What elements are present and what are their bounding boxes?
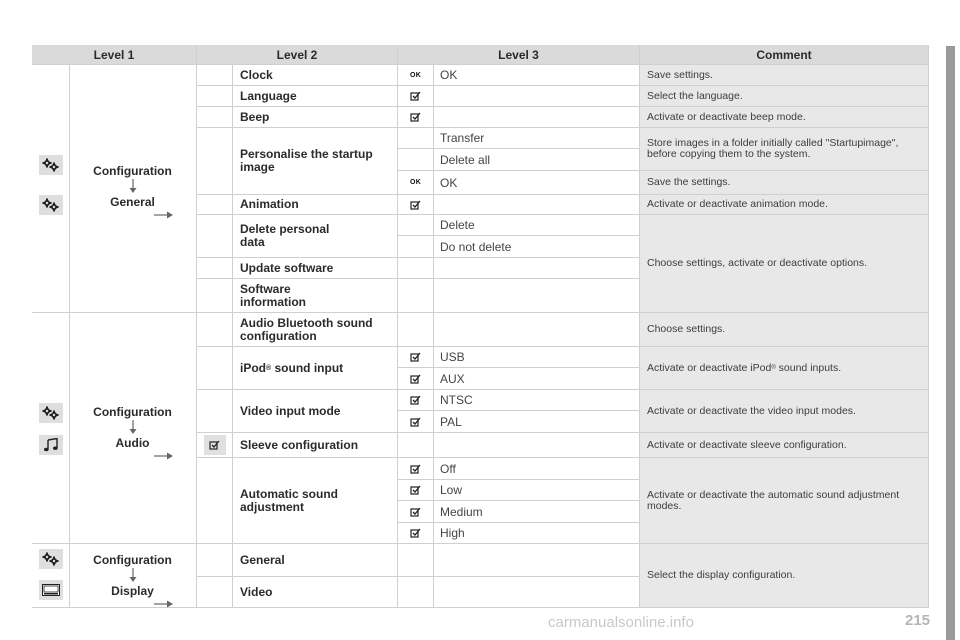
blank-cell: [434, 195, 640, 215]
blank-cell: [398, 215, 434, 236]
level2-sleeve-configuration[interactable]: Sleeve configuration: [233, 433, 398, 458]
header-level2: Level 2: [197, 45, 398, 65]
watermark: carmanualsonline.info: [548, 614, 694, 631]
level3-transfer[interactable]: Transfer: [434, 128, 640, 149]
checkbox-icon: [410, 112, 421, 122]
ipod-comment-post: sound inputs.: [775, 361, 842, 374]
blank-cell: [197, 128, 233, 195]
level1-audio-subtitle: Audio: [115, 436, 150, 450]
checkbox-icon: [410, 352, 421, 362]
header-comment: Comment: [640, 45, 929, 65]
blank-cell: [434, 313, 640, 347]
arrow-right-icon: [153, 451, 175, 461]
checkbox-icon: [410, 374, 421, 384]
level3-clock-ok[interactable]: OK: [434, 65, 640, 86]
blank-cell: [197, 258, 233, 279]
level1-display-subtitle: Display: [111, 584, 154, 598]
level2-display-video[interactable]: Video: [233, 577, 398, 608]
checkbox-icon: [410, 528, 421, 538]
comment-bluetooth: Choose settings.: [640, 313, 929, 347]
comment-language: Select the language.: [640, 86, 929, 107]
level2-beep[interactable]: Beep: [233, 107, 398, 128]
comment-display: Select the display configuration.: [640, 544, 929, 608]
blank-cell: [398, 236, 434, 258]
arrow-down-icon: [128, 179, 138, 195]
checkbox-cell: [398, 458, 434, 480]
level1-display-title: Configuration: [93, 553, 172, 567]
level3-usb[interactable]: USB: [434, 347, 640, 368]
blank-cell: [398, 544, 434, 577]
checkbox-icon: [209, 440, 220, 450]
ok-cell: [398, 171, 434, 195]
checkbox-cell: [398, 523, 434, 544]
gear-icon: [39, 403, 63, 423]
checkbox-cell: [398, 86, 434, 107]
blank-cell: [197, 195, 233, 215]
level1-icon-cell-audio: [32, 313, 70, 544]
ipod-label-post: sound input: [271, 360, 344, 375]
ipod-label-pre: iPod: [240, 360, 266, 375]
comment-ipod: [640, 347, 929, 390]
checkbox-icon: [410, 200, 421, 210]
blank-cell: [434, 433, 640, 458]
checkbox-cell: [398, 195, 434, 215]
level3-delete[interactable]: Delete: [434, 215, 640, 236]
gear-icon: [39, 155, 63, 175]
level2-automatic-sound[interactable]: Automatic sound adjustment: [233, 458, 398, 544]
ok-cell: [398, 65, 434, 86]
comment-startup-ok: Save the settings.: [640, 171, 929, 195]
display-icon: [39, 580, 63, 600]
checkbox-cell: [398, 501, 434, 523]
checkbox-cell: [398, 390, 434, 411]
blank-cell: [197, 86, 233, 107]
blank-cell: [398, 313, 434, 347]
level2-animation[interactable]: Animation: [233, 195, 398, 215]
blank-cell: [197, 577, 233, 608]
level3-medium[interactable]: Medium: [434, 501, 640, 523]
level1-general-title: Configuration: [93, 164, 172, 178]
comment-beep: Activate or deactivate beep mode.: [640, 107, 929, 128]
checkbox-icon: [410, 485, 421, 495]
comment-startup: Store images in a folder initially called "Startupimage", before copying them to the system.: [640, 128, 929, 171]
sleeve-icon-bg: [204, 435, 226, 455]
header-level1: Level 1: [32, 45, 197, 65]
blank-cell: [434, 577, 640, 608]
level2-language[interactable]: Language: [233, 86, 398, 107]
arrow-right-icon: [153, 599, 175, 609]
level2-ipod-sound-input[interactable]: [233, 347, 398, 390]
level3-pal[interactable]: PAL: [434, 411, 640, 433]
blank-cell: [398, 128, 434, 149]
arrow-down-icon: [128, 568, 138, 584]
level2-software-information[interactable]: Software information: [233, 279, 398, 313]
level2-startup-image[interactable]: Personalise the startup image: [233, 128, 398, 195]
comment-group-general: Choose settings, activate or deactivate options.: [640, 215, 929, 313]
blank-cell: [398, 433, 434, 458]
level1-audio-group[interactable]: [70, 405, 195, 461]
checkbox-cell: [398, 480, 434, 501]
level2-delete-personal-data[interactable]: Delete personal data: [233, 215, 398, 258]
blank-cell: [197, 313, 233, 347]
level2-bluetooth-sound[interactable]: Audio Bluetooth sound configuration: [233, 313, 398, 347]
blank-cell: [434, 107, 640, 128]
blank-cell: [197, 279, 233, 313]
blank-cell: [197, 65, 233, 86]
checkbox-icon: [410, 464, 421, 474]
ok-icon: OK: [410, 179, 421, 186]
level3-high[interactable]: High: [434, 523, 640, 544]
level3-startup-ok[interactable]: OK: [434, 171, 640, 195]
level1-general-subtitle: General: [110, 195, 155, 209]
checkbox-cell: [197, 433, 233, 458]
level3-aux[interactable]: AUX: [434, 368, 640, 390]
level1-general-group[interactable]: [70, 164, 195, 220]
comment-clock: Save settings.: [640, 65, 929, 86]
settings-table: [32, 45, 929, 608]
blank-cell: [398, 149, 434, 171]
level2-update-software[interactable]: Update software: [233, 258, 398, 279]
checkbox-icon: [410, 507, 421, 517]
blank-cell: [197, 390, 233, 433]
ok-icon: OK: [410, 71, 421, 79]
checkbox-icon: [410, 395, 421, 405]
level2-display-general[interactable]: General: [233, 544, 398, 577]
blank-cell: [197, 458, 233, 544]
blank-cell: [197, 544, 233, 577]
blank-cell: [434, 86, 640, 107]
blank-cell: [197, 215, 233, 258]
arrow-right-icon: [153, 210, 175, 220]
header-level3: Level 3: [398, 45, 640, 65]
level3-do-not-delete[interactable]: Do not delete: [434, 236, 640, 258]
scrollbar[interactable]: [946, 46, 955, 640]
comment-auto-sound: Activate or deactivate the automatic sound adjustment modes.: [640, 458, 929, 544]
checkbox-cell: [398, 368, 434, 390]
level1-audio-title: Configuration: [93, 405, 172, 419]
level2-video-input-mode[interactable]: Video input mode: [233, 390, 398, 433]
blank-cell: [398, 258, 434, 279]
blank-cell: [398, 279, 434, 313]
level2-clock[interactable]: Clock: [233, 65, 398, 86]
blank-cell: [434, 258, 640, 279]
blank-cell: [434, 544, 640, 577]
level3-ntsc[interactable]: NTSC: [434, 390, 640, 411]
blank-cell: [434, 279, 640, 313]
level1-icon-cell-general: [32, 65, 70, 313]
comment-sleeve: Activate or deactivate sleeve configuration.: [640, 433, 929, 458]
page-number: 215: [905, 612, 931, 629]
ipod-comment-pre: Activate or deactivate iPod: [647, 361, 772, 374]
checkbox-cell: [398, 411, 434, 433]
level3-low[interactable]: Low: [434, 480, 640, 501]
music-note-icon: [39, 435, 63, 455]
checkbox-icon: [410, 91, 421, 101]
checkbox-cell: [398, 347, 434, 368]
blank-cell: [197, 107, 233, 128]
gear-icon: [39, 195, 63, 215]
gear-icon: [39, 549, 63, 569]
level1-display-group[interactable]: [70, 553, 195, 609]
ipod-comment-sup: ®: [771, 364, 776, 371]
level3-delete-all[interactable]: Delete all: [434, 149, 640, 171]
blank-cell: [398, 577, 434, 608]
arrow-down-icon: [128, 420, 138, 436]
comment-video-input: Activate or deactivate the video input modes.: [640, 390, 929, 433]
checkbox-cell: [398, 107, 434, 128]
checkbox-icon: [410, 417, 421, 427]
comment-animation: Activate or deactivate animation mode.: [640, 195, 929, 215]
blank-cell: [197, 347, 233, 390]
level3-off[interactable]: Off: [434, 458, 640, 480]
ipod-label-sup: ®: [266, 364, 272, 372]
